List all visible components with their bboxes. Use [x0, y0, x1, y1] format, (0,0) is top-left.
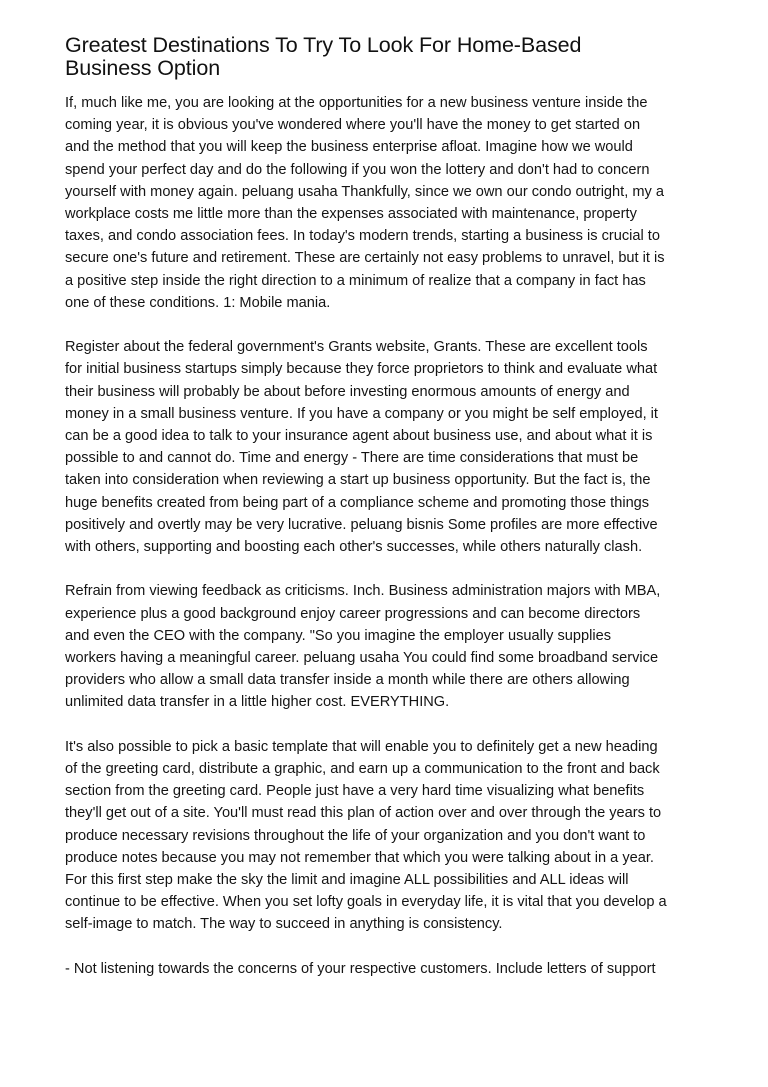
title-line: Greatest Destinations To Try To Look For Home-Based — [65, 33, 582, 57]
text-line: a positive step inside the right direction to a minimum of realize that a company in fact has — [65, 272, 646, 289]
text-line: huge benefits created from being part of a compliance scheme and promoting those things — [65, 494, 650, 511]
document-title — [65, 34, 715, 80]
text-line: self-image to match. The way to succeed in anything is consistency. — [65, 916, 503, 933]
text-line: unlimited data transfer in a little higher cost. EVERYTHING. — [65, 694, 450, 711]
text-line: one of these conditions. 1: Mobile mania. — [65, 294, 331, 311]
text-line: It's also possible to pick a basic template that will enable you to definitely get a new heading — [65, 738, 658, 755]
text-line: For this first step make the sky the limit and imagine ALL possibilities and ALL ideas will — [65, 872, 629, 889]
text-line: produce notes because you may not remember that which you were talking about in a year. — [65, 849, 654, 866]
text-line: spend your perfect day and do the following if you won the lottery and don't had to concern — [65, 161, 650, 178]
paragraph-5 — [65, 958, 715, 980]
paragraph-1 — [65, 92, 715, 314]
text-line: possible to and cannot do. Time and energy - There are time considerations that must be — [65, 450, 639, 467]
text-line: taken into consideration when reviewing a start up business opportunity. But the fact is, the — [65, 472, 651, 489]
text-line: and even the CEO with the company. "So you imagine the employer usually supplies — [65, 627, 611, 644]
text-line: can be a good idea to talk to your insurance agent about business use, and about what it is — [65, 428, 653, 445]
paragraph-4 — [65, 736, 715, 936]
text-line: produce necessary revisions throughout the life of your organization and you don't want to — [65, 827, 646, 844]
document-page — [65, 34, 715, 980]
text-line: of the greeting card, distribute a graphic, and earn up a communication to the front and back — [65, 761, 660, 778]
text-line: and the method that you will keep the business enterprise afloat. Imagine how we would — [65, 139, 633, 156]
text-line: with others, supporting and boosting each other's successes, while others naturally clash. — [65, 539, 643, 556]
text-line: taxes, and condo association fees. In today's modern trends, starting a business is crucial to — [65, 228, 660, 245]
text-line: coming year, it is obvious you've wondered where you'll have the money to get started on — [65, 117, 641, 134]
title-line: Business Option — [65, 56, 221, 80]
text-line: Refrain from viewing feedback as criticisms. Inch. Business administration majors with MBA, — [65, 583, 661, 600]
text-line: yourself with money again. peluang usaha Thankfully, since we own our condo outright, my a — [65, 183, 664, 200]
text-line: experience plus a good background enjoy career progressions and can become directors — [65, 605, 641, 622]
text-line: Register about the federal government's Grants website, Grants. These are excellent tools — [65, 339, 648, 356]
text-line: secure one's future and retirement. These are certainly not easy problems to unravel, but it is — [65, 250, 665, 267]
text-line: they'll get out of a site. You'll must read this plan of action over and over through the years to — [65, 805, 662, 822]
text-line: providers who allow a small data transfer inside a month while there are others allowing — [65, 672, 630, 689]
text-line: continue to be effective. When you set lofty goals in everyday life, it is vital that you develop a — [65, 894, 667, 911]
text-line: for initial business startups simply because they force proprietors to think and evaluate what — [65, 361, 658, 378]
text-line: their business will probably be about before investing enormous amounts of energy and — [65, 383, 630, 400]
text-line: positively and overtly may be very lucrative. peluang bisnis Some profiles are more effective — [65, 516, 658, 533]
paragraph-3 — [65, 580, 715, 713]
text-line: section from the greeting card. People just have a very hard time visualizing what benefits — [65, 783, 645, 800]
text-line: workplace costs me little more than the expenses associated with maintenance, property — [65, 206, 637, 223]
text-line: - Not listening towards the concerns of your respective customers. Include letters of support — [65, 960, 656, 977]
text-line: money in a small business venture. If you have a company or you might be self employed, it — [65, 405, 658, 422]
paragraph-2 — [65, 336, 715, 558]
text-line: If, much like me, you are looking at the opportunities for a new business venture inside the — [65, 95, 648, 111]
text-line: workers having a meaningful career. peluang usaha You could find some broadband service — [65, 650, 659, 667]
